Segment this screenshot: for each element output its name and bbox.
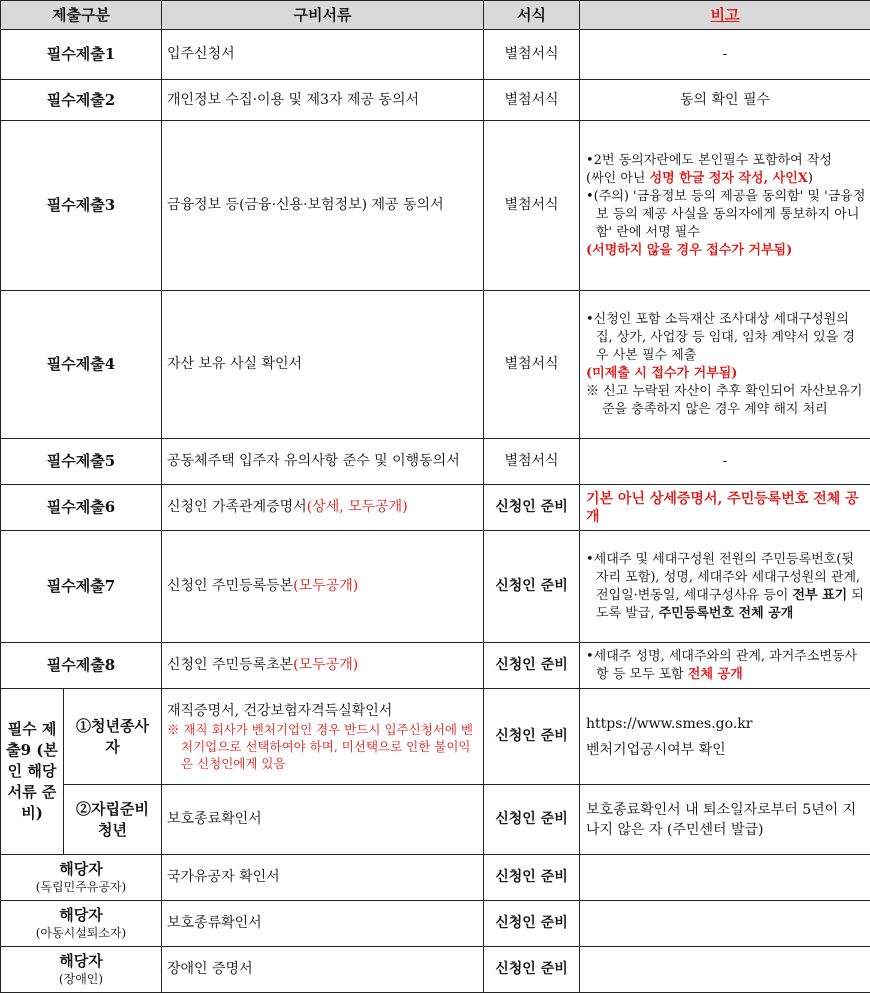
- row-category: 해당자 (아동시설퇴소자): [1, 901, 162, 947]
- row-note: [580, 643, 870, 689]
- row-document: 신청인 주민등록초본(모두공개): [162, 643, 484, 689]
- note-emphasis: 성명 한글 정자 작성, 사인X: [650, 171, 808, 186]
- note-line: 벤처기업공시여부 확인: [586, 737, 866, 763]
- row-category: 필수제출4: [1, 291, 162, 439]
- header-form: 서식: [484, 1, 580, 30]
- row-note: [580, 121, 870, 291]
- row-note: [580, 901, 870, 947]
- row-document: 공동체주택 입주자 유의사항 준수 및 이행동의서: [162, 439, 484, 485]
- row-form: 신청인 준비: [484, 531, 580, 643]
- row-category: 해당자 (독립민주유공자): [1, 855, 162, 901]
- row-form: 신청인 준비: [484, 689, 580, 785]
- row-document: 장애인 증명서: [162, 947, 484, 993]
- row-category: 필수제출7: [1, 531, 162, 643]
- row-form: 신청인 준비: [484, 485, 580, 531]
- document-name: 재직증명서, 건강보험자격득실확인서: [167, 702, 478, 721]
- table-row: [1, 80, 870, 121]
- row-form: 별첨서식: [484, 30, 580, 80]
- row-category: 필수제출8: [1, 643, 162, 689]
- note-bullet: •세대주 및 세대구성원 전원의 주민등록번호(뒷자리 포함), 성명, 세대주와 세대구성원의 관계, 전입일·변동일, 세대구성사유 등이 전부 표기 되도록 발급, 주민등록번호 전체 공개: [586, 551, 866, 623]
- row-document: 국가유공자 확인서: [162, 855, 484, 901]
- table-row: [1, 643, 870, 689]
- row-document: 신청인 가족관계증명서(상세, 모두공개): [162, 485, 484, 531]
- note-emphasis: 전부 표기: [792, 588, 847, 603]
- row-note: 보호종료확인서 내 퇴소일자로부터 5년이 지나지 않은 자 (주민센터 발급): [580, 785, 870, 855]
- row-note: 동의 확인 필수: [580, 80, 870, 121]
- row-note: -: [580, 30, 870, 80]
- row-category: 필수제출3: [1, 121, 162, 291]
- document-public-note: (모두공개): [293, 657, 358, 673]
- document-public-note: (모두공개): [293, 578, 358, 594]
- note-emphasis: 주민등록번호 전체 공개: [659, 606, 794, 621]
- row-category: 필수제출6: [1, 485, 162, 531]
- note-reference: ※ 신고 누락된 자산이 추후 확인되어 자산보유기준을 충족하지 않은 경우 계약 해지 처리: [586, 383, 866, 419]
- row-form: 신청인 준비: [484, 785, 580, 855]
- row-note: [580, 531, 870, 643]
- row-form: 신청인 준비: [484, 947, 580, 993]
- row-form: 별첨서식: [484, 121, 580, 291]
- table-row: [1, 785, 870, 855]
- table-row: [1, 121, 870, 291]
- row-category: 해당자 (장애인): [1, 947, 162, 993]
- header-note: 비고: [580, 1, 870, 30]
- row-form: 별첨서식: [484, 439, 580, 485]
- row-note: [580, 689, 870, 785]
- table-row: [1, 689, 870, 785]
- note-warning: (미제출 시 접수가 거부됨): [586, 365, 866, 383]
- table-row: [1, 291, 870, 439]
- row-document: 보호종료확인서: [162, 785, 484, 855]
- row-note: -: [580, 439, 870, 485]
- smes-link[interactable]: https://www.smes.go.kr: [586, 711, 866, 737]
- row-document: 신청인 주민등록등본(모두공개): [162, 531, 484, 643]
- note-emphasis: 전체 공개: [688, 667, 743, 682]
- table-row: [1, 531, 870, 643]
- row-note: [580, 947, 870, 993]
- note-bullet: •세대주 성명, 세대주와의 관계, 과거주소변동사항 등 모두 포함 전체 공개: [586, 648, 866, 684]
- row-category: 필수제출1: [1, 30, 162, 80]
- note-warning: (서명하지 않을 경우 접수가 거부됨): [586, 242, 866, 260]
- row-document: 자산 보유 사실 확인서: [162, 291, 484, 439]
- table-row: [1, 439, 870, 485]
- row-document: 보호종류확인서: [162, 901, 484, 947]
- table-row: [1, 901, 870, 947]
- row-form: 신청인 준비: [484, 855, 580, 901]
- row-note: [580, 291, 870, 439]
- row-document: 개인정보 수집·이용 및 제3자 제공 동의서: [162, 80, 484, 121]
- row-note: 기본 아닌 상세증명서, 주민등록번호 전체 공개: [580, 485, 870, 531]
- row-note: [580, 855, 870, 901]
- row-document: 입주신청서: [162, 30, 484, 80]
- row-form: 신청인 준비: [484, 901, 580, 947]
- row-category: 필수제출2: [1, 80, 162, 121]
- note-bullet: •신청인 포함 소득재산 조사대상 세대구성원의 집, 상가, 사업장 등 임대, 임차 계약서 있을 경우 사본 필수 제출: [586, 311, 866, 365]
- row-document: [162, 689, 484, 785]
- table-header-row: [1, 1, 870, 30]
- row-form: 별첨서식: [484, 291, 580, 439]
- row-document: 금융정보 등(금융·신용·보험정보) 제공 동의서: [162, 121, 484, 291]
- table-row: [1, 855, 870, 901]
- row-category: 필수제출5: [1, 439, 162, 485]
- note-bullet: •(주의) '금융정보 등의 제공을 동의함' 및 '금융정보 등의 제공 사실을 동의자에게 통보하지 아니함' 란에 서명 필수: [586, 188, 866, 242]
- group9-sub2-label: ②자립준비청년: [64, 785, 162, 855]
- group9-category: 필수 제출9 (본인 해당 서류 준비): [1, 689, 64, 855]
- header-documents: 구비서류: [162, 1, 484, 30]
- table-row: [1, 30, 870, 80]
- document-public-note: (상세, 모두공개): [307, 499, 408, 515]
- note-line: (싸인 아닌 성명 한글 정자 작성, 사인X): [586, 170, 866, 188]
- document-warning: ※ 재직 회사가 벤처기업인 경우 반드시 입주신청서에 벤처기업으로 선택하여야 하며, 미선택으로 인한 불이익은 신청인에게 있음: [167, 721, 478, 772]
- header-category: 제출구분: [1, 1, 162, 30]
- table-row: [1, 947, 870, 993]
- row-form: 별첨서식: [484, 80, 580, 121]
- row-form: 신청인 준비: [484, 643, 580, 689]
- group9-sub1-label: ①청년종사자: [64, 689, 162, 785]
- table-row: [1, 485, 870, 531]
- note-bullet: •2번 동의자란에도 본인필수 포함하여 작성: [586, 152, 866, 170]
